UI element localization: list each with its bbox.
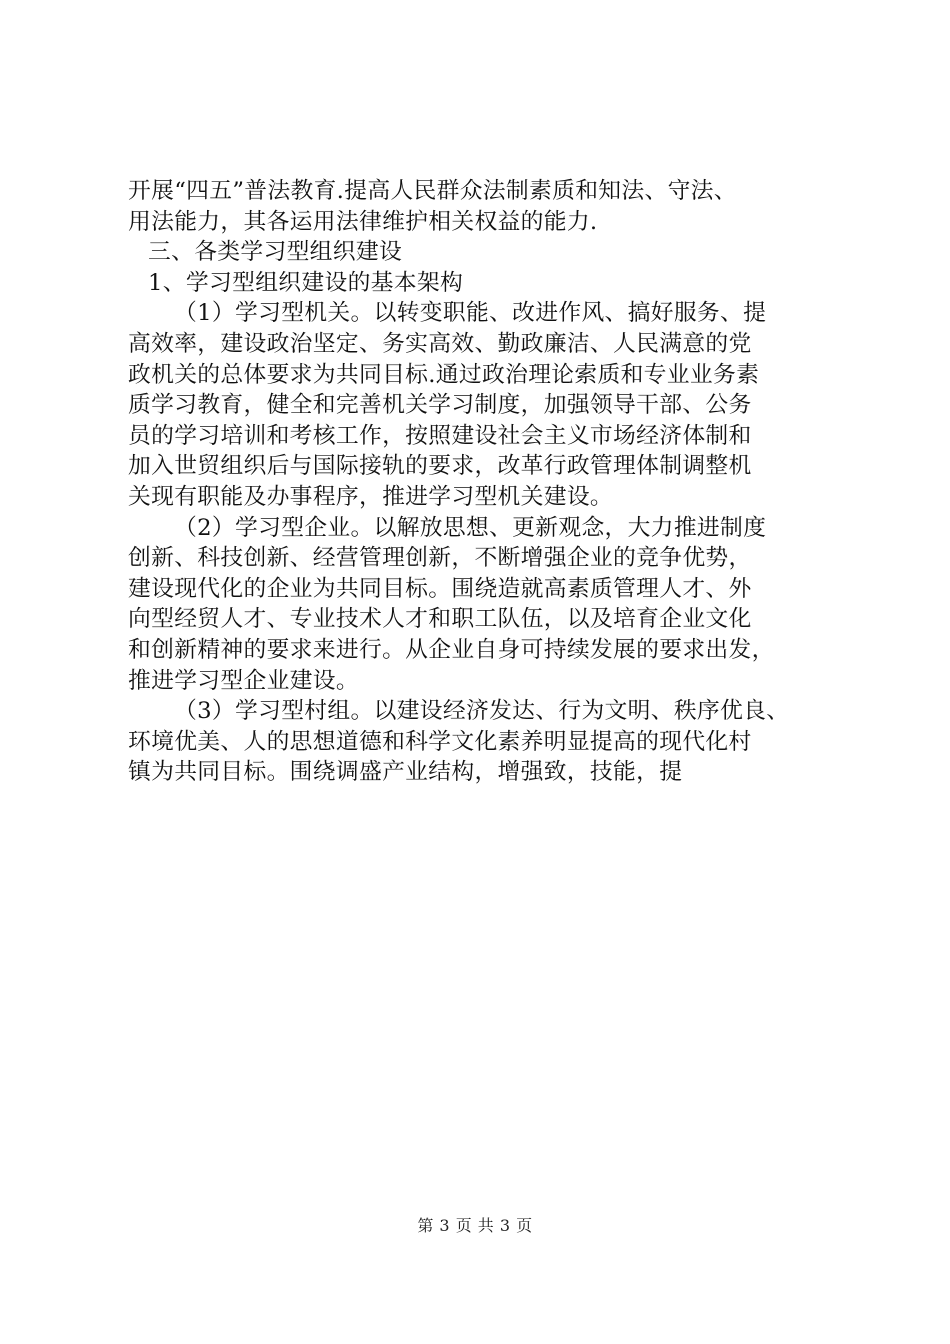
page-number-label: 第 3 页 共 3 页 [417, 1216, 533, 1235]
text-line: 员的学习培训和考核工作，按照建设社会主义市场经济体制和 [128, 422, 752, 449]
text-line: 质学习教育，健全和完善机关学习制度，加强领导干部、公务 [128, 392, 752, 419]
page-footer [0, 1216, 950, 1236]
paragraph-start-line: （1）学习型机关。以转变职能、改进作风、搞好服务、提 [174, 300, 767, 327]
text-line: 政机关的总体要求为共同目标.通过政治理论索质和专业业务素 [128, 361, 760, 388]
document-body [128, 176, 828, 788]
text-line: 用法能力，其各运用法律维护相关权益的能力. [128, 208, 598, 235]
text-line: 开展“四五”普法教育.提高人民群众法制素质和知法、守法、 [128, 178, 737, 204]
text-line: 关现有职能及办事程序，推进学习型机关建设。 [128, 483, 614, 510]
paragraph-start-line: （2）学习型企业。以解放思想、更新观念，大力推进制度 [174, 514, 767, 541]
text-line: 环境优美、人的思想道德和科学文化素养明显提高的现代化村 [128, 728, 752, 755]
text-line: 向型经贸人才、专业技术人才和职工队伍，以及培育企业文化 [128, 606, 752, 633]
paragraph-start-line: （3）学习型村组。以建设经济发达、行为文明、秩序优良、 [174, 698, 790, 725]
text-line: 和创新精神的要求来进行。从企业自身可持续发展的要求出发， [128, 636, 775, 663]
text-line: 建设现代化的企业为共同目标。围绕造就高素质管理人才、外 [128, 575, 752, 602]
text-line: 创新、科技创新、经营管理创新，不断增强企业的竞争优势， [128, 545, 752, 572]
text-line: 推进学习型企业建设。 [128, 667, 359, 694]
text-line: 高效率，建设政治坚定、务实高效、勤政廉洁、人民满意的党 [128, 330, 752, 357]
subsection-heading: 1、学习型组织建设的基本架构 [148, 269, 464, 296]
text-line: 加入世贸组织后与国际接轨的要求，改革行政管理体制调整机 [128, 453, 752, 480]
section-heading: 三、各类学习型组织建设 [148, 239, 403, 266]
text-line: 镇为共同目标。围绕调盛产业结构，增强致，技能，提 [128, 759, 683, 786]
